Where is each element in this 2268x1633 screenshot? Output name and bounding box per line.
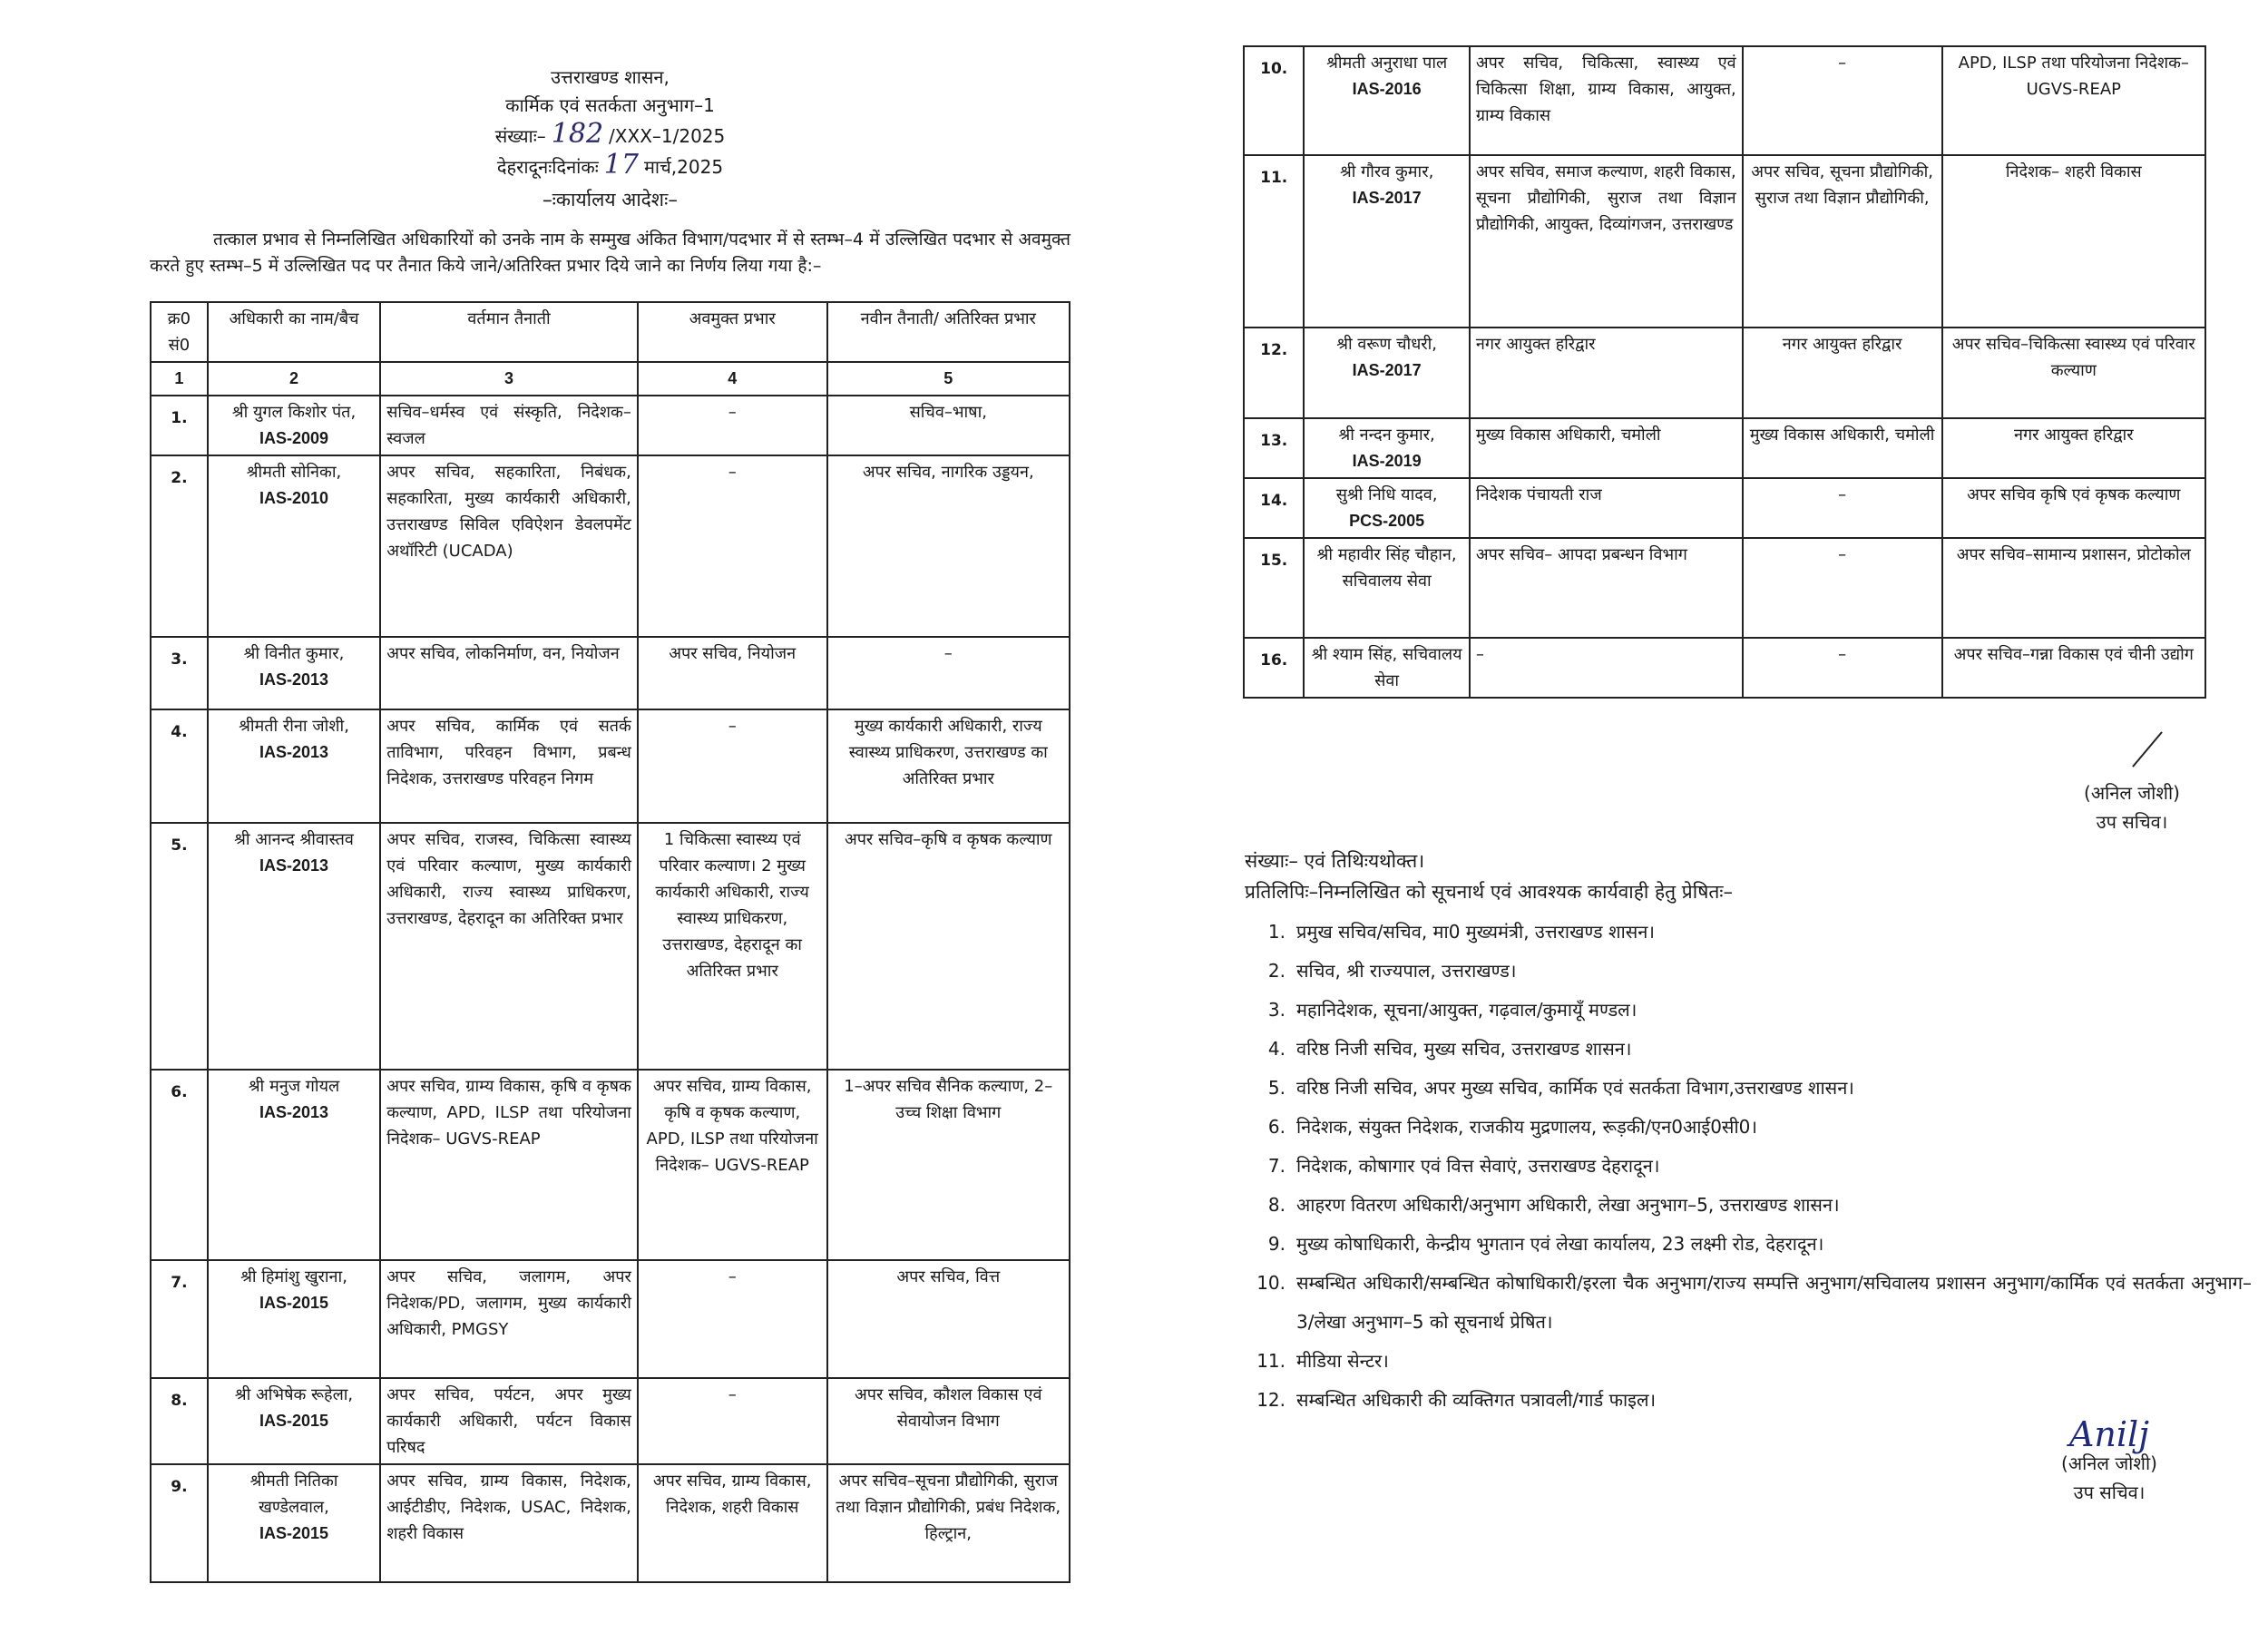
list-item-text: आहरण वितरण अधिकारी/अनुभाग अधिकारी, लेखा अनुभाग–5, उत्तराखण्ड शासन।: [1296, 1194, 1840, 1216]
header-government: उत्तराखण्ड शासन,: [551, 66, 670, 88]
list-item: [1245, 1342, 2252, 1381]
officer-batch: IAS-2010: [259, 489, 329, 507]
officer-batch: PCS-2005: [1349, 512, 1425, 530]
row-new-posting: APD, ILSP तथा परियोजना निदेशक– UGVS-REAP: [1942, 46, 2205, 155]
row-current-posting: अपर सचिव, राजस्व, चिकित्सा स्वास्थ्य एवं परिवार कल्याण, मुख्य कार्यकारी अधिकारी, राज्य स्वास्थ्य प्राधिकरण, उत्तराखण्ड, देहरादून का अतिरिक्त प्रभार: [380, 823, 638, 1070]
row-relieved-charge: –: [1743, 638, 1942, 698]
right-page: [1243, 45, 2250, 699]
row-relieved-charge: अपर सचिव, ग्राम्य विकास, कृषि व कृषक कल्याण, APD, ILSP तथा परियोजना निदेशक– UGVS-REAP: [638, 1070, 827, 1260]
row-relieved-charge: –: [1743, 46, 1942, 155]
list-item-number: 2.: [1267, 960, 1286, 982]
list-item-text: मीडिया सेन्टर।: [1296, 1350, 1389, 1372]
row-officer: [208, 823, 380, 1070]
order-title: –ःकार्यालय आदेशः–: [543, 189, 678, 210]
row-relieved-charge: नगर आयुक्त हरिद्वार: [1743, 328, 1942, 418]
row-current-posting: अपर सचिव, समाज कल्याण, शहरी विकास, सूचना प्रौद्योगिकी, सुराज तथा विज्ञान प्रौद्योगिकी, आयुक्त, दिव्यांगजन, उत्तराखण्ड: [1470, 155, 1743, 328]
row-officer: [208, 455, 380, 637]
list-item-text: निदेशक, कोषागार एवं वित्त सेवाएं, उत्तराखण्ड देहरादून।: [1296, 1155, 1660, 1177]
row-new-posting: मुख्य कार्यकारी अधिकारी, राज्य स्वास्थ्य प्राधिकरण, उत्तराखण्ड का अतिरिक्त प्रभार: [827, 709, 1070, 823]
list-item: [1245, 1108, 2252, 1147]
officer-batch: IAS-2015: [259, 1412, 329, 1430]
table-header-row: [151, 302, 1070, 362]
signatory-designation: उप सचिव।: [2073, 1481, 2146, 1503]
header-current: वर्तमान तैनाती: [380, 302, 638, 362]
row-current-posting: अपर सचिव, चिकित्सा, स्वास्थ्य एवं चिकित्सा शिक्षा, ग्राम्य विकास, आयुक्त, ग्राम्य विकास: [1470, 46, 1743, 155]
officer-name: श्री विनीत कुमार,: [243, 644, 345, 663]
row-officer: [1304, 638, 1470, 698]
row-serial: 14.: [1244, 478, 1304, 538]
table-body-left: [151, 396, 1070, 1582]
officer-name: श्री नन्दन कुमार,: [1338, 425, 1435, 445]
row-officer: [208, 709, 380, 823]
table-body-right: [1244, 46, 2205, 698]
document-header: [150, 64, 1070, 181]
row-officer: [208, 1260, 380, 1378]
list-item: [1245, 991, 2252, 1030]
table-row: [1244, 478, 2205, 538]
row-officer: [1304, 46, 1470, 155]
header-sn: क्र0 सं0: [151, 302, 208, 362]
header-new: नवीन तैनाती/ अतिरिक्त प्रभार: [827, 302, 1070, 362]
header-number: संख्याः– 182 /XXX–1/2025: [494, 118, 726, 150]
row-relieved-charge: –: [1743, 478, 1942, 538]
officer-name: श्रीमती अनुराधा पाल: [1326, 54, 1448, 73]
list-item: [1245, 1225, 2252, 1264]
list-item-number: 3.: [1267, 999, 1286, 1021]
row-officer: [1304, 418, 1470, 478]
list-item: [1245, 1030, 2252, 1069]
officer-batch: IAS-2013: [259, 856, 329, 875]
row-relieved-charge: 1 चिकित्सा स्वास्थ्य एवं परिवार कल्याण। 2 मुख्य कार्यकारी अधिकारी, राज्य स्वास्थ्य प्राधिकरण, उत्तराखण्ड, देहरादून का अतिरिक्त प्रभार: [638, 823, 827, 1070]
list-item-number: 5.: [1267, 1077, 1286, 1099]
table-row: [1244, 46, 2205, 155]
row-serial: 16.: [1244, 638, 1304, 698]
row-relieved-charge: अपर सचिव, सूचना प्रौद्योगिकी, सुराज तथा विज्ञान प्रौद्योगिकी,: [1743, 155, 1942, 328]
row-serial: 12.: [1244, 328, 1304, 418]
table-row: [1244, 638, 2205, 698]
signatory-name: (अनिल जोशी): [2084, 782, 2180, 804]
table-row: [1244, 538, 2205, 638]
row-current-posting: नगर आयुक्त हरिद्वार: [1470, 328, 1743, 418]
list-item: [1245, 1147, 2252, 1186]
row-new-posting: अपर सचिव, कौशल विकास एवं सेवायोजन विभाग: [827, 1378, 1070, 1464]
list-item-text: वरिष्ठ निजी सचिव, अपर मुख्य सचिव, कार्मिक एवं सतर्कता विभाग,उत्तराखण्ड शासन।: [1296, 1077, 1854, 1099]
handwritten-signature: Anilj: [2068, 1414, 2149, 1454]
table-row: [1244, 328, 2205, 418]
row-new-posting: निदेशक– शहरी विकास: [1942, 155, 2205, 328]
row-current-posting: –: [1470, 638, 1743, 698]
officer-name: श्री वरूण चौधरी,: [1336, 335, 1438, 354]
list-item-number: 12.: [1256, 1389, 1286, 1411]
row-current-posting: अपर सचिव– आपदा प्रबन्धन विभाग: [1470, 538, 1743, 638]
row-new-posting: अपर सचिव–गन्ना विकास एवं चीनी उद्योग: [1942, 638, 2205, 698]
list-item: [1245, 1264, 2252, 1342]
row-serial: 8.: [151, 1378, 208, 1464]
table-row: [1244, 418, 2205, 478]
header-relieved: अवमुक्त प्रभार: [638, 302, 827, 362]
list-item-text: निदेशक, संयुक्त निदेशक, राजकीय मुद्रणालय, रूड़की/एन0आई0सी0।: [1296, 1116, 1757, 1138]
list-item-number: 6.: [1267, 1116, 1286, 1138]
row-relieved-charge: –: [638, 1260, 827, 1378]
signature-stroke: [2132, 731, 2163, 768]
row-new-posting: अपर सचिव, वित्त: [827, 1260, 1070, 1378]
col-num: 5: [827, 362, 1070, 396]
row-new-posting: नगर आयुक्त हरिद्वार: [1942, 418, 2205, 478]
header-date: देहरादूनःदिनांकः 17 मार्च,2025: [496, 149, 724, 181]
row-new-posting: अपर सचिव कृषि एवं कृषक कल्याण: [1942, 478, 2205, 538]
handwritten-number: 182: [551, 118, 604, 150]
row-current-posting: अपर सचिव, पर्यटन, अपर मुख्य कार्यकारी अधिकारी, पर्यटन विकास परिषद: [380, 1378, 638, 1464]
table-row: [151, 396, 1070, 455]
row-new-posting: अपर सचिव–सामान्य प्रशासन, प्रोटोकोल: [1942, 538, 2205, 638]
list-item-number: 7.: [1267, 1155, 1286, 1177]
officer-batch: IAS-2015: [259, 1294, 329, 1312]
row-serial: 7.: [151, 1260, 208, 1378]
row-serial: 6.: [151, 1070, 208, 1260]
row-officer: [1304, 478, 1470, 538]
list-item: [1245, 1186, 2252, 1225]
officer-batch: IAS-2017: [1352, 361, 1422, 379]
col-num: 2: [208, 362, 380, 396]
row-relieved-charge: –: [638, 455, 827, 637]
list-item-text: मुख्य कोषाधिकारी, केन्द्रीय भुगतान एवं लेखा कार्यालय, 23 लक्ष्मी रोड, देहरादून।: [1296, 1233, 1824, 1255]
row-current-posting: अपर सचिव, लोकनिर्माण, वन, नियोजन: [380, 637, 638, 709]
row-current-posting: मुख्य विकास अधिकारी, चमोली: [1470, 418, 1743, 478]
row-serial: 5.: [151, 823, 208, 1070]
officer-batch: IAS-2013: [259, 743, 329, 761]
row-officer: [1304, 538, 1470, 638]
list-item-number: 8.: [1267, 1194, 1286, 1216]
signatory-designation: उप सचिव।: [2096, 811, 2168, 833]
column-number-row: [151, 362, 1070, 396]
list-item-number: 4.: [1267, 1038, 1286, 1060]
table-row: [1244, 155, 2205, 328]
row-relieved-charge: –: [638, 1378, 827, 1464]
row-new-posting: –: [827, 637, 1070, 709]
row-serial: 9.: [151, 1464, 208, 1582]
list-item-text: सम्बन्धित अधिकारी/सम्बन्धित कोषाधिकारी/इरला चैक अनुभाग/राज्य सम्पत्ति अनुभाग/सचिवालय प्रशासन अनुभाग/कार्मिक एवं सतर्कता अनुभाग–3/लेखा अनुभाग–5 को सूचनार्थ प्रेषित।: [1296, 1272, 2252, 1333]
officer-name: श्री गौरव कुमार,: [1339, 162, 1434, 181]
table-row: [151, 637, 1070, 709]
row-new-posting: 1–अपर सचिव सैनिक कल्याण, 2–उच्च शिक्षा विभाग: [827, 1070, 1070, 1260]
row-serial: 2.: [151, 455, 208, 637]
col-num: 3: [380, 362, 638, 396]
row-current-posting: अपर सचिव, जलागम, अपर निदेशक/PD, जलागम, मुख्य कार्यकारी अधिकारी, PMGSY: [380, 1260, 638, 1378]
row-relieved-charge: –: [638, 396, 827, 455]
row-new-posting: सचिव–भाषा,: [827, 396, 1070, 455]
officer-name: श्री हिमांशु खुराना,: [240, 1267, 347, 1286]
row-serial: 10.: [1244, 46, 1304, 155]
order-intro: तत्काल प्रभाव से निम्नलिखित अधिकारियों को उनके नाम के सम्मुख अंकित विभाग/पदभार में से स्तम्भ–4 में उल्लिखित पदभार से अवमुक्त करते हुए स्तम्भ–5 में उल्लिखित पद पर तैनात किये जाने/अतिरिक्त प्रभार दिये जाने का निर्णय लिया गया है:–: [150, 230, 1070, 276]
handwritten-date: 17: [603, 149, 639, 181]
row-officer: [208, 637, 380, 709]
list-item-number: 1.: [1267, 921, 1286, 943]
officer-name: सुश्री निधि यादव,: [1335, 485, 1438, 504]
row-relieved-charge: –: [638, 709, 827, 823]
row-serial: 15.: [1244, 538, 1304, 638]
list-item-number: 10.: [1256, 1272, 1286, 1294]
officer-batch: IAS-2013: [259, 1103, 329, 1121]
list-item: [1245, 913, 2252, 952]
row-officer: [208, 1464, 380, 1582]
signature-block-2: [2000, 1414, 2218, 1507]
officer-name: श्री युगल किशोर पंत,: [231, 403, 357, 422]
officer-name: श्रीमती सोनिका,: [246, 463, 342, 482]
row-officer: [1304, 328, 1470, 418]
row-serial: 13.: [1244, 418, 1304, 478]
row-current-posting: निदेशक पंचायती राज: [1470, 478, 1743, 538]
table-row: [151, 1378, 1070, 1464]
officer-name: श्री महावीर सिंह चौहान, सचिवालय सेवा: [1316, 545, 1457, 591]
row-current-posting: अपर सचिव, ग्राम्य विकास, निदेशक, आईटीडीए, निदेशक, USAC, निदेशक, शहरी विकास: [380, 1464, 638, 1582]
list-item-text: महानिदेशक, सूचना/आयुक्त, गढ़वाल/कुमायूँ मण्डल।: [1296, 999, 1637, 1021]
list-item: [1245, 952, 2252, 991]
row-new-posting: अपर सचिव–कृषि व कृषक कल्याण: [827, 823, 1070, 1070]
cc-heading: प्रतिलिपिः–निम्नलिखित को सूचनार्थ एवं आवश्यक कार्यवाही हेतु प्रेषितः–: [1245, 881, 1734, 903]
list-item-number: 11.: [1256, 1350, 1286, 1372]
row-relieved-charge: –: [1743, 538, 1942, 638]
row-new-posting: अपर सचिव–चिकित्सा स्वास्थ्य एवं परिवार कल्याण: [1942, 328, 2205, 418]
officer-batch: IAS-2009: [259, 429, 329, 447]
row-relieved-charge: अपर सचिव, ग्राम्य विकास, निदेशक, शहरी विकास: [638, 1464, 827, 1582]
list-item-text: सचिव, श्री राज्यपाल, उत्तराखण्ड।: [1296, 960, 1517, 982]
row-serial: 3.: [151, 637, 208, 709]
officer-batch: IAS-2013: [259, 670, 329, 689]
cc-list: [1245, 913, 2252, 1420]
officer-batch: IAS-2015: [259, 1524, 329, 1542]
table-row: [151, 823, 1070, 1070]
col-num: 1: [151, 362, 208, 396]
row-officer: [208, 396, 380, 455]
officer-name: श्री आनन्द श्रीवास्तव: [234, 830, 354, 849]
officer-batch: IAS-2016: [1352, 80, 1422, 98]
row-current-posting: अपर सचिव, ग्राम्य विकास, कृषि व कृषक कल्याण, APD, ILSP तथा परियोजना निदेशक– UGVS-REAP: [380, 1070, 638, 1260]
row-new-posting: अपर सचिव, नागरिक उड्डयन,: [827, 455, 1070, 637]
officer-name: श्री अभिषेक रूहेला,: [234, 1385, 354, 1404]
col-num: 4: [638, 362, 827, 396]
row-current-posting: अपर सचिव, कार्मिक एवं सतर्क ताविभाग, परिवहन विभाग, प्रबन्ध निदेशक, उत्तराखण्ड परिवहन निगम: [380, 709, 638, 823]
signatory-name: (अनिल जोशी): [2061, 1452, 2157, 1474]
signature-block-1: [2041, 778, 2223, 836]
row-current-posting: अपर सचिव, सहकारिता, निबंधक, सहकारिता, मुख्य कार्यकारी अधिकारी, उत्तराखण्ड सिविल एविऐशन डेवलपमेंट अथॉरिटी (UCADA): [380, 455, 638, 637]
table-row: [151, 709, 1070, 823]
officer-batch: IAS-2019: [1352, 452, 1422, 470]
officer-name: श्री श्याम सिंह, सचिवालय सेवा: [1311, 645, 1462, 690]
row-relieved-charge: अपर सचिव, नियोजन: [638, 637, 827, 709]
row-serial: 11.: [1244, 155, 1304, 328]
left-page: [150, 64, 1070, 1583]
row-relieved-charge: मुख्य विकास अधिकारी, चमोली: [1743, 418, 1942, 478]
header-name: अधिकारी का नाम/बैच: [208, 302, 380, 362]
row-officer: [208, 1378, 380, 1464]
table-row: [151, 455, 1070, 637]
row-officer: [1304, 155, 1470, 328]
row-serial: 4.: [151, 709, 208, 823]
posting-table: [150, 301, 1070, 1583]
row-new-posting: अपर सचिव–सूचना प्रौद्योगिकी, सुराज तथा विज्ञान प्रौद्योगिकी, प्रबंध निदेशक, हिल्ट्रान,: [827, 1464, 1070, 1582]
officer-name: श्रीमती नितिका खण्डेलवाल,: [249, 1472, 338, 1517]
row-current-posting: सचिव–धर्मस्व एवं संस्कृति, निदेशक–स्वजल: [380, 396, 638, 455]
list-item: [1245, 1069, 2252, 1108]
list-item-text: प्रमुख सचिव/सचिव, मा0 मुख्यमंत्री, उत्तराखण्ड शासन।: [1296, 921, 1655, 943]
table-row: [151, 1464, 1070, 1582]
officer-batch: IAS-2017: [1352, 189, 1422, 207]
officer-name: श्री मनुज गोयल: [248, 1077, 340, 1096]
table-row: [151, 1070, 1070, 1260]
table-row: [151, 1260, 1070, 1378]
row-serial: 1.: [151, 396, 208, 455]
cc-reference: संख्याः– एवं तिथिःयथोक्त।: [1245, 850, 1425, 872]
list-item-text: सम्बन्धित अधिकारी की व्यक्तिगत पत्रावली/गार्ड फाइल।: [1296, 1389, 1657, 1411]
posting-table-continued: [1243, 45, 2206, 699]
row-officer: [208, 1070, 380, 1260]
list-item-text: वरिष्ठ निजी सचिव, मुख्य सचिव, उत्तराखण्ड शासन।: [1296, 1038, 1632, 1060]
header-department: कार्मिक एवं सतर्कता अनुभाग–1: [505, 94, 715, 116]
officer-name: श्रीमती रीना जोशी,: [239, 717, 349, 736]
list-item-number: 9.: [1267, 1233, 1286, 1255]
copy-section: [1245, 846, 2252, 1420]
